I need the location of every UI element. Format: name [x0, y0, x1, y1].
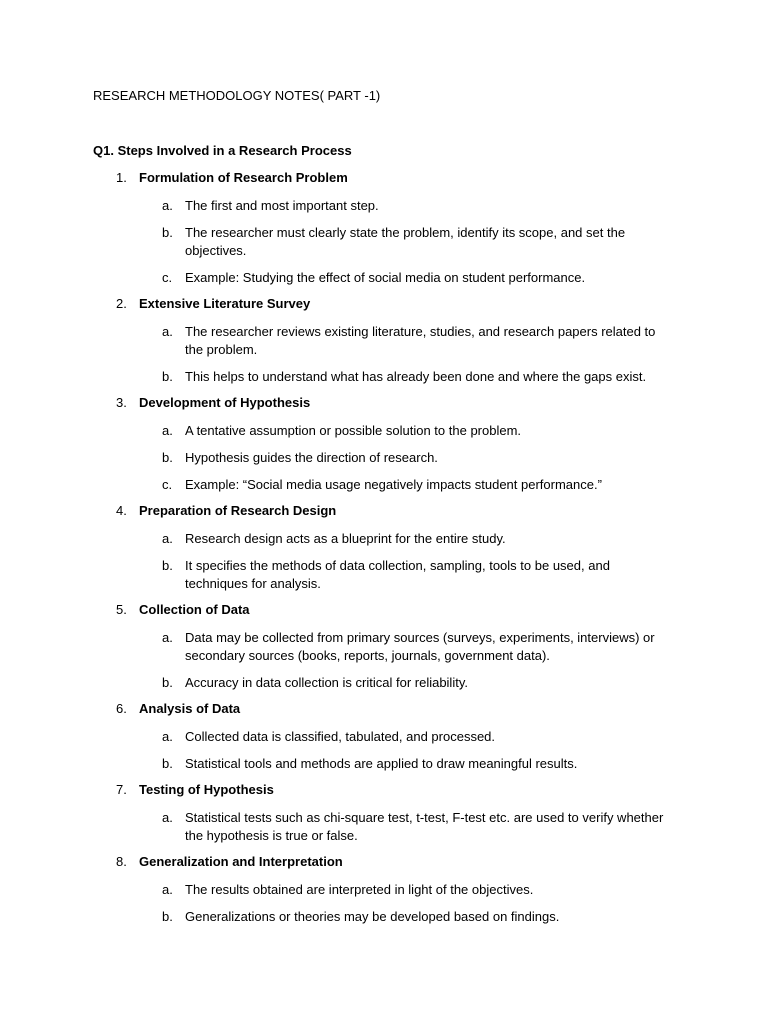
step-number: 3. [116, 395, 127, 410]
step-number: 1. [116, 170, 127, 185]
sub-item-letter: a. [162, 198, 173, 213]
sub-item-text: Collected data is classified, tabulated, and processed. [185, 729, 496, 744]
sub-item [0, 476, 768, 494]
sub-item [0, 269, 768, 287]
sub-item [0, 728, 768, 746]
sub-item [0, 881, 768, 899]
sub-item-text: The results obtained are interpreted in light of the objectives. [185, 882, 534, 897]
sub-item [0, 422, 768, 440]
step-item [0, 296, 768, 386]
sub-item [0, 224, 768, 260]
step-title: Testing of Hypothesis [139, 782, 274, 797]
sub-item [0, 197, 768, 215]
sub-item-text: A tentative assumption or possible solution to the problem. [185, 423, 522, 438]
sub-item-text: The researcher reviews existing literature, studies, and research papers related to the problem. [185, 324, 656, 357]
step-number: 6. [116, 701, 127, 716]
sub-item-letter: c. [162, 477, 173, 492]
sub-item-text: Statistical tests such as chi-square test, t-test, F-test etc. are used to verify whether the hypothesis is true or false. [185, 810, 664, 843]
step-title: Development of Hypothesis [139, 395, 311, 410]
sub-item [0, 449, 768, 467]
step-title: Analysis of Data [139, 701, 241, 716]
step-heading [0, 503, 768, 519]
sub-item-letter: a. [162, 423, 173, 438]
sub-item-text: Generalizations or theories may be developed based on findings. [185, 909, 560, 924]
step-number: 2. [116, 296, 127, 311]
step-title: Extensive Literature Survey [139, 296, 311, 311]
sub-item-text: This helps to understand what has already been done and where the gaps exist. [185, 369, 647, 384]
document-title: RESEARCH METHODOLOGY NOTES( PART -1) [93, 88, 381, 103]
sub-item-text: The researcher must clearly state the problem, identify its scope, and set the objectives. [185, 225, 626, 258]
step-heading [0, 701, 768, 717]
step-item [0, 395, 768, 494]
step-item [0, 170, 768, 287]
step-title: Generalization and Interpretation [139, 854, 343, 869]
step-number: 4. [116, 503, 127, 518]
sub-item-letter: b. [162, 369, 173, 384]
step-title: Formulation of Research Problem [139, 170, 348, 185]
sub-item [0, 629, 768, 665]
step-item [0, 602, 768, 692]
sub-item-text: Hypothesis guides the direction of research. [185, 450, 438, 465]
sub-item-text: Research design acts as a blueprint for the entire study. [185, 531, 506, 546]
step-heading [0, 854, 768, 870]
sub-item [0, 530, 768, 548]
sub-item-letter: b. [162, 909, 173, 924]
step-heading [0, 395, 768, 411]
sub-item [0, 809, 768, 845]
sub-item [0, 908, 768, 926]
step-number: 5. [116, 602, 127, 617]
sub-item-letter: c. [162, 270, 173, 285]
sub-item-text: Accuracy in data collection is critical for reliability. [185, 675, 468, 690]
step-heading [0, 170, 768, 186]
sub-item-text: Statistical tools and methods are applied to draw meaningful results. [185, 756, 578, 771]
sub-item [0, 755, 768, 773]
sub-item-text: It specifies the methods of data collection, sampling, tools to be used, and techniques for analysis. [185, 558, 610, 591]
step-title: Preparation of Research Design [139, 503, 337, 518]
sub-item [0, 323, 768, 359]
sub-item-text: Data may be collected from primary sources (surveys, experiments, interviews) or secondary sources (books, reports, journals, government data). [185, 630, 655, 663]
step-item [0, 701, 768, 773]
sub-item-letter: b. [162, 756, 173, 771]
step-item [0, 503, 768, 593]
sub-item-letter: a. [162, 810, 173, 825]
sub-item-letter: b. [162, 675, 173, 690]
sub-item-letter: a. [162, 324, 173, 339]
step-item [0, 782, 768, 845]
sub-item-text: The first and most important step. [185, 198, 379, 213]
step-title: Collection of Data [139, 602, 250, 617]
sub-item-letter: b. [162, 225, 173, 240]
sub-item-letter: b. [162, 450, 173, 465]
sub-item-letter: a. [162, 882, 173, 897]
step-number: 7. [116, 782, 127, 797]
step-heading [0, 296, 768, 312]
question-heading: Q1. Steps Involved in a Research Process [93, 143, 352, 158]
steps-list [0, 170, 768, 935]
sub-item-text: Example: “Social media usage negatively impacts student performance.” [185, 477, 602, 492]
step-item [0, 854, 768, 926]
sub-item-text: Example: Studying the effect of social media on student performance. [185, 270, 586, 285]
sub-item-letter: b. [162, 558, 173, 573]
step-number: 8. [116, 854, 127, 869]
step-heading [0, 602, 768, 618]
sub-item-letter: a. [162, 729, 173, 744]
sub-item [0, 674, 768, 692]
sub-item-letter: a. [162, 531, 173, 546]
sub-item [0, 557, 768, 593]
step-heading [0, 782, 768, 798]
sub-item-letter: a. [162, 630, 173, 645]
sub-item [0, 368, 768, 386]
